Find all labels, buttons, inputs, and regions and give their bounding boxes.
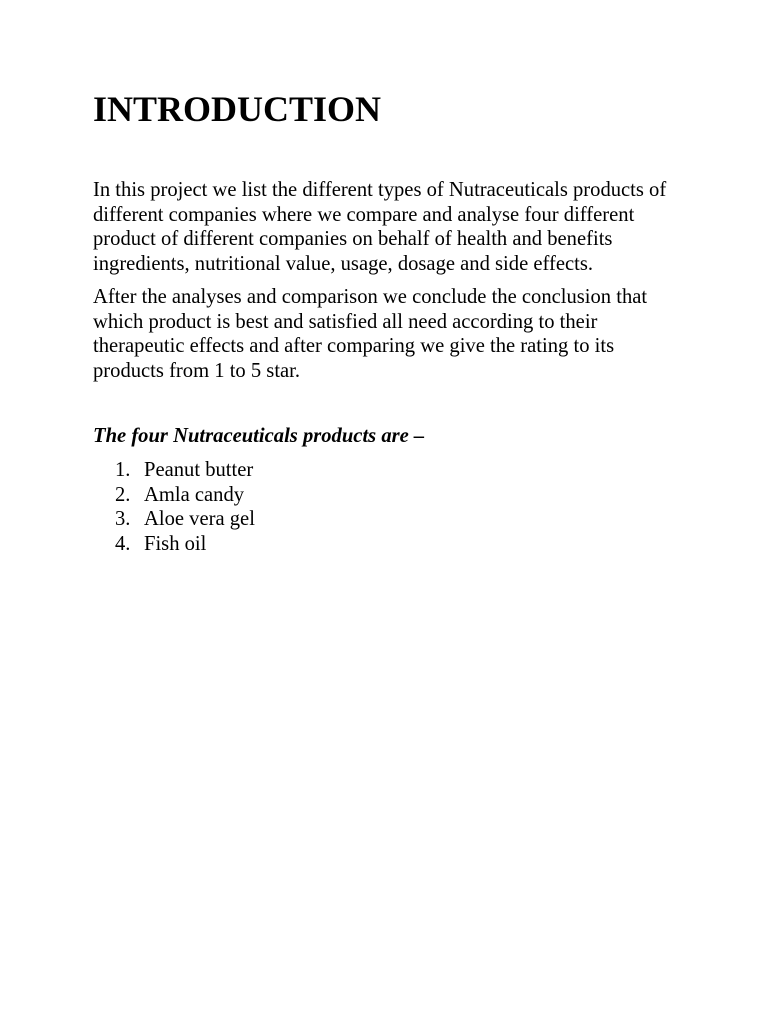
list-item-number: 2. bbox=[115, 483, 131, 506]
list-item bbox=[115, 507, 733, 532]
intro-paragraph-1 bbox=[93, 178, 733, 276]
list-item-number: 1. bbox=[115, 459, 131, 481]
paragraph-line: which product is best and satisfied all need according to their bbox=[93, 310, 598, 333]
list-item-text: Peanut butter bbox=[144, 459, 254, 481]
list-item-number: 4. bbox=[115, 532, 131, 555]
list-item bbox=[115, 532, 733, 557]
paragraph-line: After the analyses and comparison we conclude the conclusion that bbox=[93, 286, 648, 308]
products-list bbox=[93, 458, 733, 556]
list-item-text: Amla candy bbox=[144, 483, 245, 506]
list-item-text: Aloe vera gel bbox=[144, 508, 255, 530]
intro-paragraph-2 bbox=[93, 285, 733, 383]
list-item bbox=[115, 483, 733, 508]
paragraph-line: product of different companies on behalf of health and benefits bbox=[93, 228, 613, 250]
list-item-text: Fish oil bbox=[144, 532, 207, 555]
paragraph-line: ingredients, nutritional value, usage, dosage and side effects. bbox=[93, 252, 594, 275]
paragraph-line: therapeutic effects and after comparing we give the rating to its bbox=[93, 335, 615, 357]
page-content bbox=[93, 0, 733, 556]
paragraph-line: In this project we list the different types of Nutraceuticals products of bbox=[93, 179, 667, 201]
paragraph-line: products from 1 to 5 star. bbox=[93, 359, 301, 382]
paragraph-line: different companies where we compare and analyse four different bbox=[93, 203, 635, 226]
page-title: INTRODUCTION bbox=[93, 89, 382, 129]
list-item bbox=[115, 458, 733, 483]
list-item-number: 3. bbox=[115, 508, 131, 530]
products-list-heading: The four Nutraceuticals products are – bbox=[93, 425, 425, 447]
